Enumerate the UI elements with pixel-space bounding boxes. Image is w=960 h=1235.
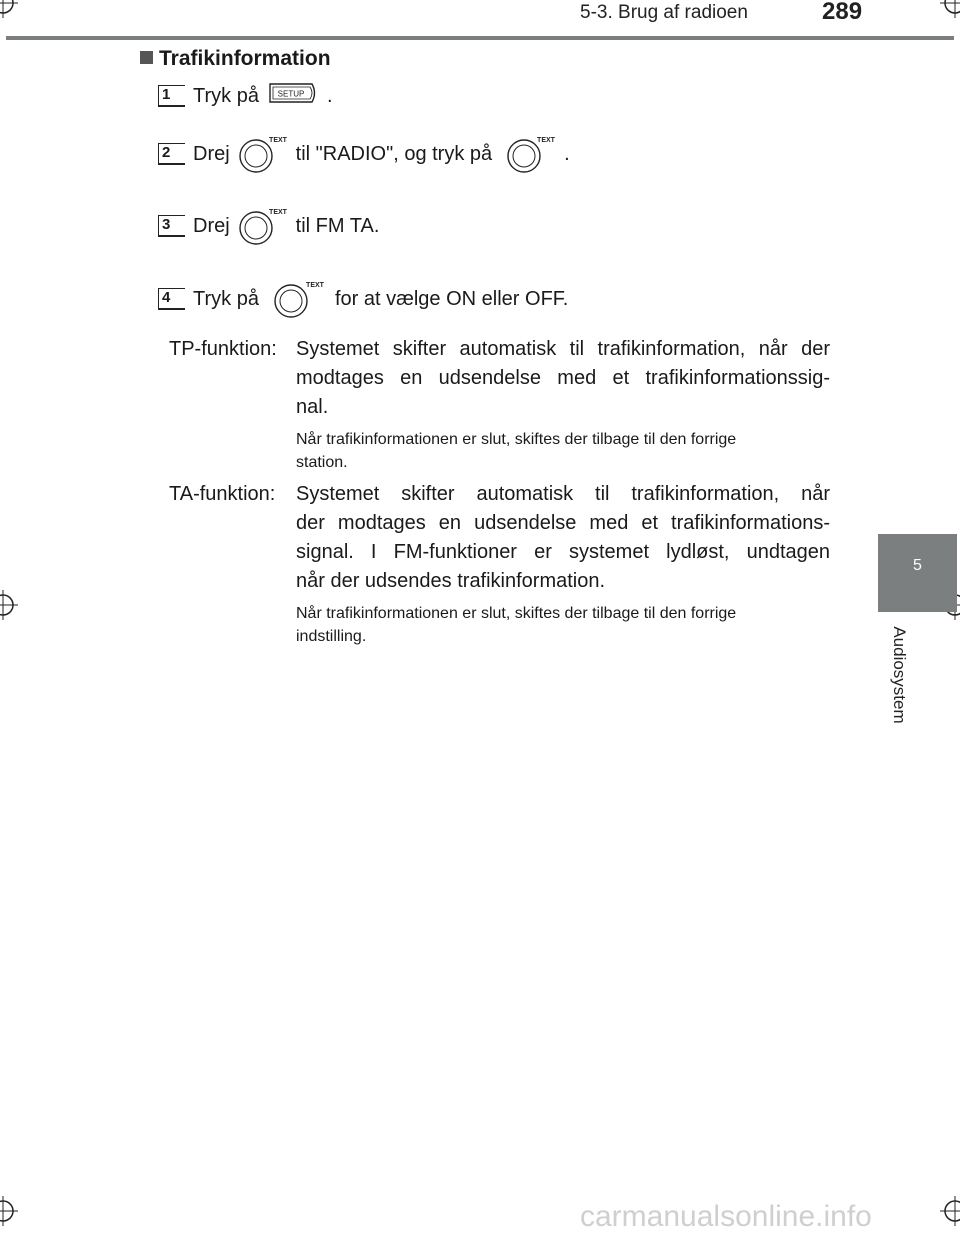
- note-line: station.: [296, 454, 348, 471]
- tune-knob-icon: [234, 206, 292, 246]
- section-title: [140, 47, 331, 71]
- definition-line: der modtages en udsendelse med et trafikinformations-: [296, 512, 830, 534]
- definition-body: [296, 480, 830, 596]
- step-2: [158, 139, 570, 169]
- step-3: [158, 211, 379, 241]
- definition-term: TP-funktion:: [169, 338, 277, 360]
- knob-text-label: TEXT: [268, 137, 287, 144]
- step-text-middle: til "RADIO", og tryk på: [295, 142, 493, 165]
- crop-mark-bottom-right: [940, 1196, 960, 1226]
- definition-note: [296, 602, 830, 648]
- crop-mark-top-left: [0, 0, 18, 18]
- definition-line: signal. I FM-funktioner er systemet lydløst, undtagen: [296, 541, 830, 563]
- step-number: 2: [158, 143, 185, 165]
- step-text-end: .: [564, 142, 570, 165]
- select-knob-icon: [269, 279, 331, 319]
- definition-body: [296, 335, 830, 422]
- crop-mark-bottom-left: [0, 1196, 18, 1226]
- note-line: Når trafikinformationen er slut, skiftes der tilbage til den forrige: [296, 431, 737, 448]
- step-4: [158, 284, 568, 314]
- step-text: Tryk på: [193, 287, 259, 310]
- step-number: 3: [158, 215, 185, 237]
- definition-line: nal.: [296, 396, 329, 418]
- section-title-text: Trafikinformation: [159, 47, 331, 70]
- definition-term: TA-funktion:: [169, 483, 276, 505]
- crop-mark-top-right: [940, 0, 960, 18]
- step-text-end: for at vælge ON eller OFF.: [334, 287, 569, 310]
- tune-knob-icon: [502, 134, 560, 174]
- step-number: 1: [158, 85, 185, 107]
- definition-line: modtages en udsendelse med et trafikinformationssig-: [296, 367, 830, 389]
- step-1: [158, 81, 333, 111]
- watermark: carmanualsonline.info: [580, 1200, 872, 1233]
- step-text: Drej: [193, 214, 230, 237]
- setup-button-icon: [267, 80, 319, 112]
- setup-button-label: SETUP: [277, 89, 305, 99]
- knob-text-label: TEXT: [268, 209, 287, 216]
- bullet-square-icon: [140, 51, 153, 64]
- tune-knob-icon: [234, 134, 292, 174]
- knob-text-label: TEXT: [305, 282, 324, 289]
- chapter-tab: 5: [878, 534, 957, 612]
- definition-line: Systemet skifter automatisk til trafikinformation, når der: [296, 338, 830, 360]
- step-text: Drej: [193, 142, 230, 165]
- step-number: 4: [158, 288, 185, 310]
- chapter-side-label: Audiosystem: [890, 626, 909, 724]
- step-text-end: .: [326, 84, 333, 107]
- header-rule: [6, 36, 954, 40]
- definition-line: når der udsendes trafikinformation.: [296, 570, 606, 592]
- step-text: Tryk på: [193, 84, 259, 107]
- page-number: 289: [822, 0, 863, 25]
- note-line: indstilling.: [296, 628, 367, 645]
- section-header: 5-3. Brug af radioen: [580, 2, 748, 23]
- definition-note: [296, 428, 830, 474]
- crop-mark-mid-left: [0, 590, 18, 620]
- step-text-end: til FM TA.: [295, 214, 380, 237]
- definition-line: Systemet skifter automatisk til trafikinformation, når: [296, 483, 830, 505]
- note-line: Når trafikinformationen er slut, skiftes der tilbage til den forrige: [296, 605, 737, 622]
- knob-text-label: TEXT: [537, 137, 556, 144]
